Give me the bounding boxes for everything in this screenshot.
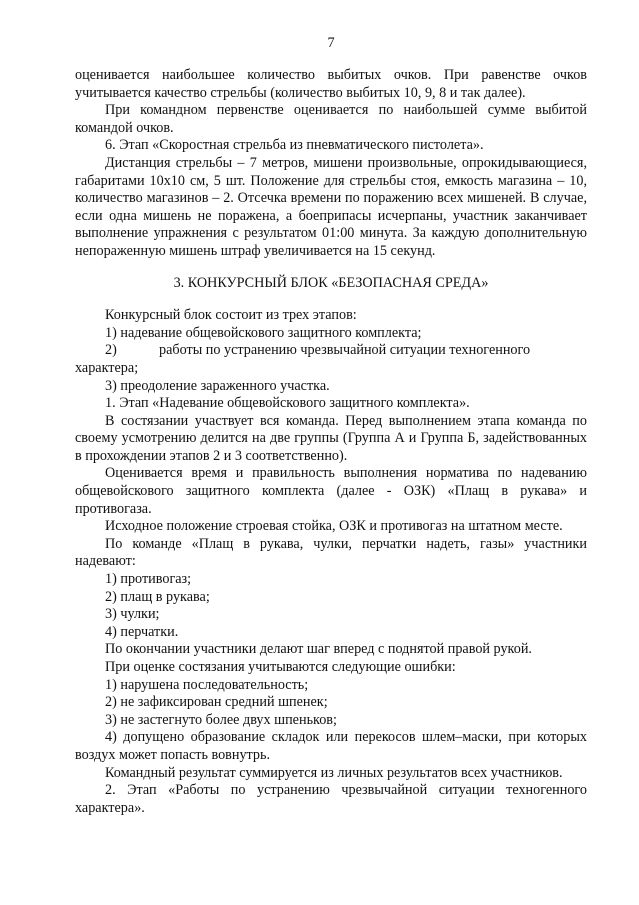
error-item-2: 2) не зафиксирован средний шпенек;	[105, 694, 328, 711]
stage-list-item-3: 3) преодоление зараженного участка.	[105, 377, 330, 394]
dress-item-4: 4) перчатки.	[105, 623, 179, 640]
stage-list-item-2	[75, 342, 587, 377]
stage-1-title: 1. Этап «Надевание общевойскового защитного комплекта».	[105, 395, 470, 412]
stage-1-paragraph-command: По команде «Плащ в рукава, чулки, перчатки надеть, газы» участники надевают:	[75, 535, 587, 570]
paragraph-team-scoring: При командном первенстве оценивается по наибольшей сумме выбитой командой очков.	[75, 102, 587, 136]
stage-6-title: 6. Этап «Скоростная стрельба из пневматического пистолета».	[105, 137, 484, 154]
after-dress-paragraph: По окончании участники делают шаг вперед с поднятой правой рукой.	[105, 641, 532, 658]
stage-6-description: Дистанция стрельбы – 7 метров, мишени произвольные, опрокидывающиеся, габаритами 10х10 см, 5 шт. Положение для стрельбы стоя, емкость магазина – 10, количество магазинов – 2. Отсечка времени по поражению всех мишеней. В случае, если одна мишень не поражена, а боеприпасы исчерпаны, участник заканчивает выполнение упражнения с результатом 01:00 минута. За каждую дополнительную непораженную мишень штраф увеличивается на 15 секунд.	[75, 154, 587, 259]
paragraph-scoring: оценивается наибольшее количество выбитых очков. При равенстве очков учитывается качество стрельбы (количество выбитых 10, 9, 8 и так далее).	[75, 67, 587, 101]
stage-list-item-2-text: работы по устранению чрезвычайной ситуации техногенного характера;	[75, 342, 531, 376]
stage-1-paragraph-start-position: Исходное положение строевая стойка, ОЗК и противогаз на штатном месте.	[105, 518, 563, 535]
error-item-3: 3) не застегнуто более двух шпеньков;	[105, 711, 337, 728]
stage-list-item-1: 1) надевание общевойскового защитного комплекта;	[105, 324, 422, 341]
stage-list-item-2-number: 2)	[105, 342, 117, 359]
document-page	[75, 0, 587, 905]
error-item-4: 4) допущено образование складок или перекосов шлем–маски, при которых воздух может попасть вовнутрь.	[75, 729, 587, 763]
section-3-heading: 3. КОНКУРСНЫЙ БЛОК «БЕЗОПАСНАЯ СРЕДА»	[173, 274, 489, 291]
error-item-1: 1) нарушена последовательность;	[105, 676, 309, 693]
section-3-intro: Конкурсный блок состоит из трех этапов:	[105, 307, 357, 324]
stage-1-paragraph-team: В состязании участвует вся команда. Перед выполнением этапа команда по своему усмотрению делится на две группы (Группа А и Группа Б, задействованных в прохождении этапов 2 и 3 соответственно).	[75, 412, 587, 464]
document-body	[75, 67, 587, 817]
dress-item-2: 2) плащ в рукава;	[105, 588, 210, 605]
dress-item-3: 3) чулки;	[105, 606, 160, 623]
page-number: 7	[327, 35, 335, 51]
stage-2-title: 2. Этап «Работы по устранению чрезвычайной ситуации техногенного характера».	[75, 782, 587, 816]
dress-item-1: 1) противогаз;	[105, 571, 192, 588]
team-result-paragraph: Командный результат суммируется из личных результатов всех участников.	[105, 764, 563, 781]
errors-intro: При оценке состязания учитываются следующие ошибки:	[105, 659, 456, 675]
stage-1-paragraph-evaluation: Оценивается время и правильность выполнения норматива по надеванию общевойскового защитного комплекта (далее - ОЗК) «Плащ в рукава» и противогаза.	[75, 465, 587, 517]
